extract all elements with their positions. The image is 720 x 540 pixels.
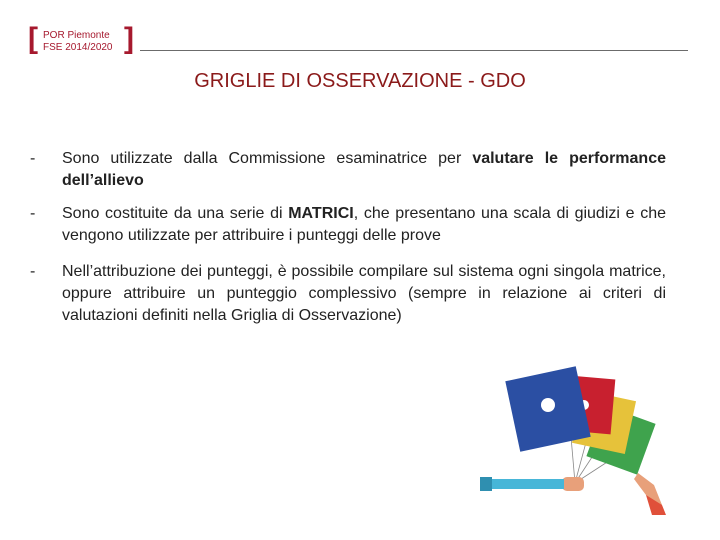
card-blue xyxy=(505,366,590,451)
por-fse-logo xyxy=(28,22,138,58)
bullet-text xyxy=(62,148,666,192)
bullet-dash: - xyxy=(30,263,36,280)
bullet-text-plain: Sono costituite da una serie di xyxy=(62,205,289,222)
pointing-hand xyxy=(634,473,666,515)
logo-line-2: FSE 2014/2020 xyxy=(43,42,113,53)
bullet-text-bold: MATRICI xyxy=(288,205,354,222)
slide-title: GRIGLIE DI OSSERVAZIONE - GDO xyxy=(194,70,526,92)
logo-left-bracket: [ xyxy=(28,22,38,55)
card-blue-hole xyxy=(541,398,555,412)
balloon-cards-illustration xyxy=(470,355,680,525)
sleeve xyxy=(490,479,564,489)
bullet-text-plain: Sono utilizzate dalla Commissione esaminatrice per xyxy=(62,150,473,167)
logo-right-bracket: ] xyxy=(124,22,134,55)
cuff xyxy=(480,477,492,491)
bullet-text-tail: , che presentano una scala di giudizi e che vengono utilizzate per attribuire i punteggi delle prove xyxy=(62,205,666,244)
bullet-dash: - xyxy=(30,150,36,167)
hand xyxy=(562,477,584,491)
header-divider xyxy=(140,50,688,51)
logo-line-1: POR Piemonte xyxy=(43,30,110,41)
hand-arm xyxy=(480,477,584,491)
bullet-text-bold: valutare le performance dell’allievo xyxy=(62,150,666,189)
bullet-text: Nell’attribuzione dei punteggi, è possibile compilare sul sistema ogni singola matrice, oppure attribuire un punteggio complessivo (sempre in relazione ai criteri di valutazioni definiti nella Griglia di Osservazione) xyxy=(62,263,666,324)
bullet-text xyxy=(62,203,666,247)
logo-text xyxy=(43,30,113,54)
bullet-dash: - xyxy=(30,205,36,222)
